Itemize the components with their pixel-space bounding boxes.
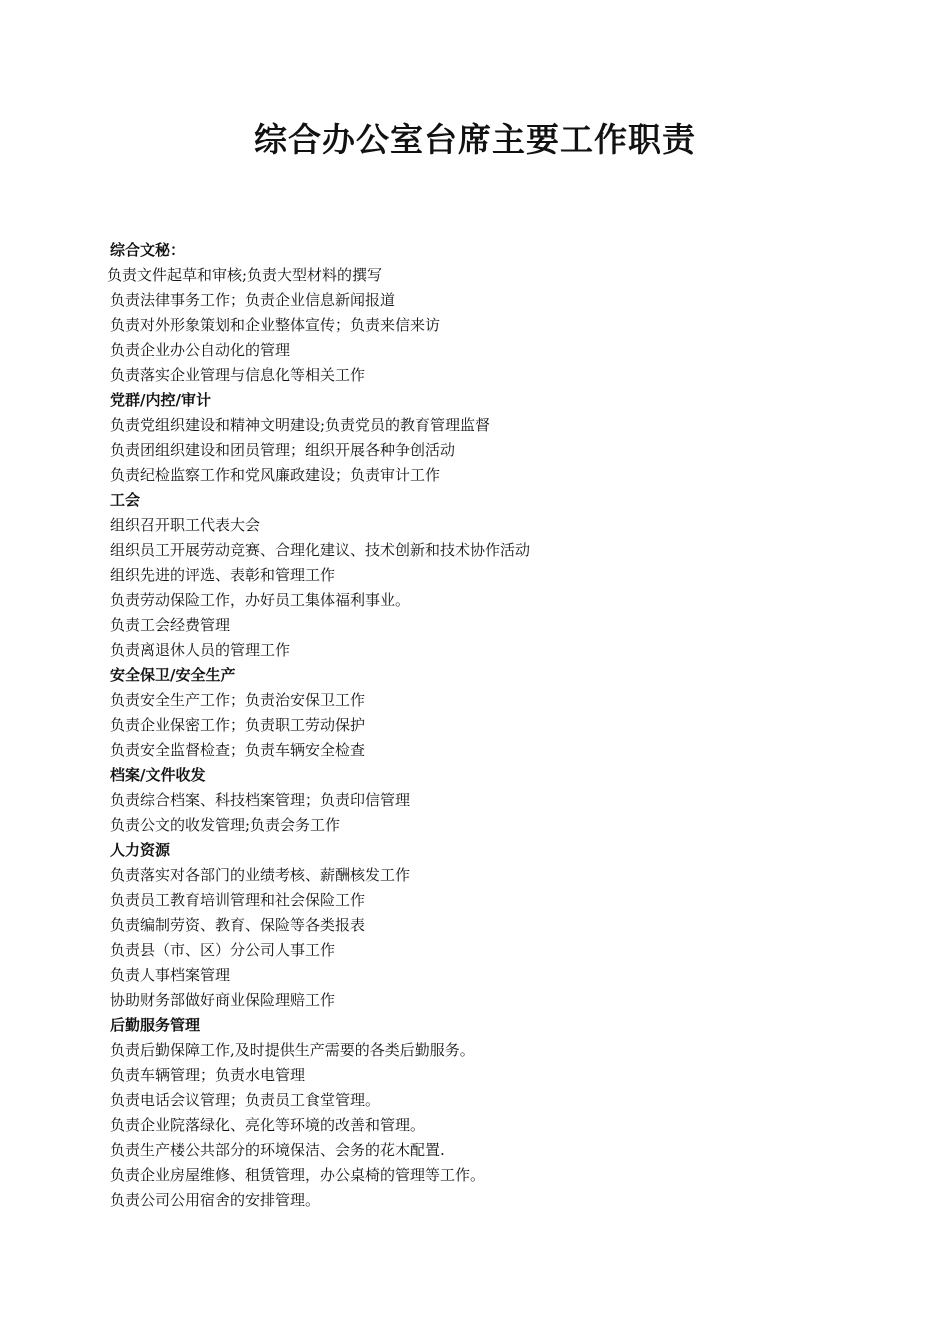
section-heading-archives: 档案/文件收发 xyxy=(110,766,206,784)
section-heading-safety: 安全保卫/安全生产 xyxy=(110,666,236,684)
section-heading-logistics: 后勤服务管理 xyxy=(110,1016,201,1034)
list-item: 负责离退休人员的管理工作 xyxy=(110,641,291,659)
list-item: 负责企业办公自动化的管理 xyxy=(110,341,291,359)
list-item: 组织员工开展劳动竞赛、合理化建议、技术创新和技术协作活动 xyxy=(110,541,531,559)
list-item: 负责工会经费管理 xyxy=(110,616,231,634)
list-item: 负责落实企业管理与信息化等相关工作 xyxy=(110,366,366,384)
list-item: 负责安全生产工作；负责治安保卫工作 xyxy=(110,691,366,709)
section-heading-party-audit: 党群/内控/审计 xyxy=(110,391,211,409)
list-item: 负责生产楼公共部分的环境保洁、会务的花木配置. xyxy=(110,1141,445,1159)
list-item: 负责文件起草和审核;负责大型材料的撰写 xyxy=(107,266,383,284)
list-item: 负责电话会议管理；负责员工食堂管理。 xyxy=(110,1091,381,1109)
list-item: 负责编制劳资、教育、保险等各类报表 xyxy=(110,916,366,934)
list-item: 组织先进的评选、表彰和管理工作 xyxy=(110,566,336,584)
section-heading-union: 工会 xyxy=(110,491,141,509)
list-item: 组织召开职工代表大会 xyxy=(110,516,261,534)
section-heading-secretarial: 综合文秘： xyxy=(110,241,186,259)
list-item: 负责车辆管理；负责水电管理 xyxy=(110,1066,306,1084)
list-item: 负责公文的收发管理;负责会务工作 xyxy=(110,816,341,834)
list-item: 负责后勤保障工作,及时提供生产需要的各类后勤服务。 xyxy=(110,1041,475,1059)
document-body xyxy=(107,238,870,1213)
list-item: 负责公司公用宿舍的安排管理。 xyxy=(110,1191,321,1209)
list-item: 负责法律事务工作；负责企业信息新闻报道 xyxy=(110,291,396,309)
list-item: 负责企业保密工作；负责职工劳动保护 xyxy=(110,716,366,734)
list-item: 负责劳动保险工作，办好员工集体福利事业。 xyxy=(110,591,411,609)
list-item: 负责综合档案、科技档案管理；负责印信管理 xyxy=(110,791,411,809)
section-heading-hr: 人力资源 xyxy=(110,841,171,859)
list-item: 负责团组织建设和团员管理；组织开展各种争创活动 xyxy=(110,441,456,459)
list-item: 负责人事档案管理 xyxy=(110,966,231,984)
page-title: 综合办公室台席主要工作职责 xyxy=(254,120,696,159)
list-item: 负责企业院落绿化、亮化等环境的改善和管理。 xyxy=(110,1116,426,1134)
list-item: 负责纪检监察工作和党风廉政建设；负责审计工作 xyxy=(110,466,441,484)
list-item: 负责员工教育培训管理和社会保险工作 xyxy=(110,891,366,909)
list-item: 负责县（市、区）分公司人事工作 xyxy=(110,941,336,959)
list-item: 负责企业房屋维修、租赁管理，办公桌椅的管理等工作。 xyxy=(110,1166,486,1184)
list-item: 负责落实对各部门的业绩考核、薪酬核发工作 xyxy=(110,866,411,884)
list-item: 负责对外形象策划和企业整体宣传；负责来信来访 xyxy=(110,316,441,334)
list-item: 协助财务部做好商业保险理赔工作 xyxy=(110,991,336,1009)
list-item: 负责安全监督检查；负责车辆安全检查 xyxy=(110,741,366,759)
list-item: 负责党组织建设和精神文明建设;负责党员的教育管理监督 xyxy=(110,416,491,434)
